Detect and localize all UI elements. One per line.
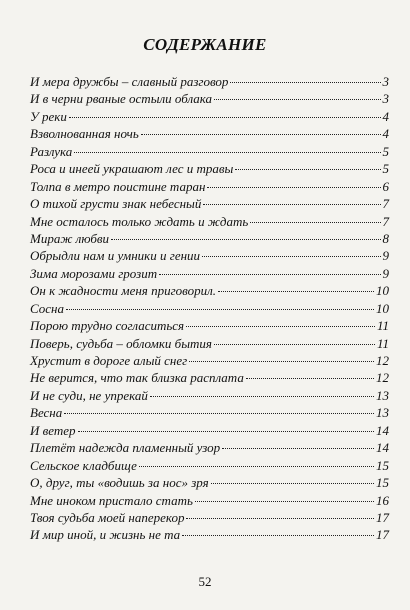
table-of-contents [30, 74, 389, 545]
dot-leader [66, 309, 374, 310]
toc-entry [30, 336, 389, 353]
toc-entry-title: Он к жадности меня приговорил. [30, 283, 217, 299]
page-number: 52 [198, 574, 212, 589]
toc-entry-title: Взволнованная ночь [30, 126, 139, 142]
dot-leader [150, 396, 374, 397]
toc-entry-title: Сельское кладбище [30, 457, 137, 473]
toc-entry-page: 17 [376, 527, 389, 543]
toc-entry-title: Плетёт надежда пламенный узор [30, 440, 221, 456]
toc-entry [30, 126, 389, 143]
toc-entry-page: 8 [382, 230, 389, 246]
dot-leader [202, 256, 380, 257]
toc-entry-page: 15 [376, 457, 389, 473]
dot-leader [139, 466, 374, 467]
toc-entry-title: Мне иноком пристало стать [30, 492, 193, 508]
toc-entry-title: И в черни рваные остыли облака [30, 91, 213, 107]
toc-entry-page: 17 [376, 509, 389, 525]
dot-leader [189, 361, 374, 362]
dot-leader [207, 187, 380, 188]
dot-leader [195, 501, 374, 502]
toc-entry-title: Толпа в метро поистине таран [30, 178, 206, 194]
dot-leader [246, 378, 374, 379]
toc-entry-page: 9 [382, 248, 389, 264]
toc-entry [30, 318, 389, 335]
toc-entry-page: 16 [376, 492, 389, 508]
toc-entry [30, 423, 389, 440]
toc-entry-page: 5 [382, 143, 389, 159]
toc-entry-page: 14 [376, 422, 389, 438]
dot-leader [230, 82, 380, 83]
dot-leader [111, 239, 380, 240]
toc-entry-title: У реки [30, 108, 67, 124]
toc-entry [30, 91, 389, 108]
dot-leader [218, 291, 374, 292]
dot-leader [159, 274, 380, 275]
page-title: СОДЕРЖАНИЕ [143, 35, 267, 54]
dot-leader [64, 413, 374, 414]
dot-leader [141, 134, 381, 135]
toc-entry-title: Обрыдли нам и умники и гении [30, 248, 201, 264]
dot-leader [250, 222, 380, 223]
toc-entry-page: 13 [376, 405, 389, 421]
toc-entry-title: И мир иной, и жизнь не та [30, 527, 181, 543]
dot-leader [211, 483, 374, 484]
toc-entry [30, 527, 389, 544]
toc-entry-title: Разлука [30, 143, 73, 159]
toc-entry-title: Хрустит в дороге алый снег [30, 353, 188, 368]
dot-leader [182, 535, 374, 536]
toc-entry-page: 15 [376, 475, 389, 491]
toc-entry-page: 3 [382, 91, 389, 107]
toc-entry [30, 283, 389, 300]
dot-leader [78, 431, 374, 432]
toc-entry [30, 493, 389, 510]
dot-leader [235, 169, 380, 170]
toc-entry [30, 161, 389, 178]
toc-entry-title: Зима морозами грозит [30, 265, 158, 281]
dot-leader [214, 99, 380, 100]
dot-leader [222, 448, 374, 449]
toc-entry [30, 74, 389, 91]
toc-entry-page: 9 [382, 265, 389, 281]
toc-entry-title: Мираж любви [30, 230, 110, 246]
toc-entry [30, 196, 389, 213]
toc-entry-title: И не суди, не упрекай [30, 387, 148, 403]
dot-leader [214, 344, 375, 345]
toc-entry-title: И ветер [30, 422, 76, 438]
toc-entry [30, 179, 389, 196]
toc-entry-page: 3 [382, 74, 389, 89]
toc-entry [30, 405, 389, 422]
toc-entry [30, 109, 389, 126]
toc-entry-title: Роса и инеей украшают лес и травы [30, 161, 234, 177]
toc-entry-page: 4 [382, 108, 389, 124]
toc-entry-page: 13 [376, 387, 389, 403]
toc-entry [30, 248, 389, 265]
toc-entry-page: 12 [376, 353, 389, 368]
toc-entry-title: Сосна [30, 300, 64, 316]
toc-entry [30, 266, 389, 283]
toc-entry [30, 144, 389, 161]
toc-entry-title: Твоя судьба моей наперекор [30, 509, 185, 525]
toc-entry [30, 440, 389, 457]
toc-entry-page: 11 [376, 335, 389, 351]
toc-entry-page: 11 [376, 318, 389, 334]
toc-entry-page: 10 [376, 300, 389, 316]
toc-entry [30, 388, 389, 405]
toc-entry-title: О, друг, ты «водишь за нос» зря [30, 475, 209, 491]
toc-entry-title: И мера дружбы – славный разговор [30, 74, 229, 89]
toc-entry-title: Поверь, судьба – обломки бытия [30, 335, 212, 351]
dot-leader [69, 117, 381, 118]
toc-entry [30, 353, 389, 370]
toc-entry-page: 14 [376, 440, 389, 456]
toc-entry-title: Не верится, что так близка расплата [30, 370, 244, 386]
toc-entry [30, 510, 389, 527]
toc-entry-page: 7 [382, 196, 389, 212]
toc-entry-title: Мне осталось только ждать и ждать [30, 213, 249, 229]
toc-entry [30, 231, 389, 248]
toc-entry [30, 370, 389, 387]
toc-entry-title: Порою трудно согласиться [30, 318, 185, 334]
toc-entry-page: 4 [382, 126, 389, 142]
toc-entry-page: 5 [382, 161, 389, 177]
toc-entry [30, 475, 389, 492]
dot-leader [203, 204, 380, 205]
toc-entry-page: 6 [382, 178, 389, 194]
dot-leader [74, 152, 380, 153]
toc-entry [30, 214, 389, 231]
dot-leader [186, 326, 375, 327]
toc-entry [30, 458, 389, 475]
dot-leader [186, 518, 374, 519]
toc-entry-title: Весна [30, 405, 63, 421]
toc-entry-page: 7 [382, 213, 389, 229]
toc-entry-page: 10 [376, 283, 389, 299]
toc-entry-title: О тихой грусти знак небесный [30, 196, 202, 212]
toc-entry-page: 12 [376, 370, 389, 386]
toc-entry [30, 301, 389, 318]
